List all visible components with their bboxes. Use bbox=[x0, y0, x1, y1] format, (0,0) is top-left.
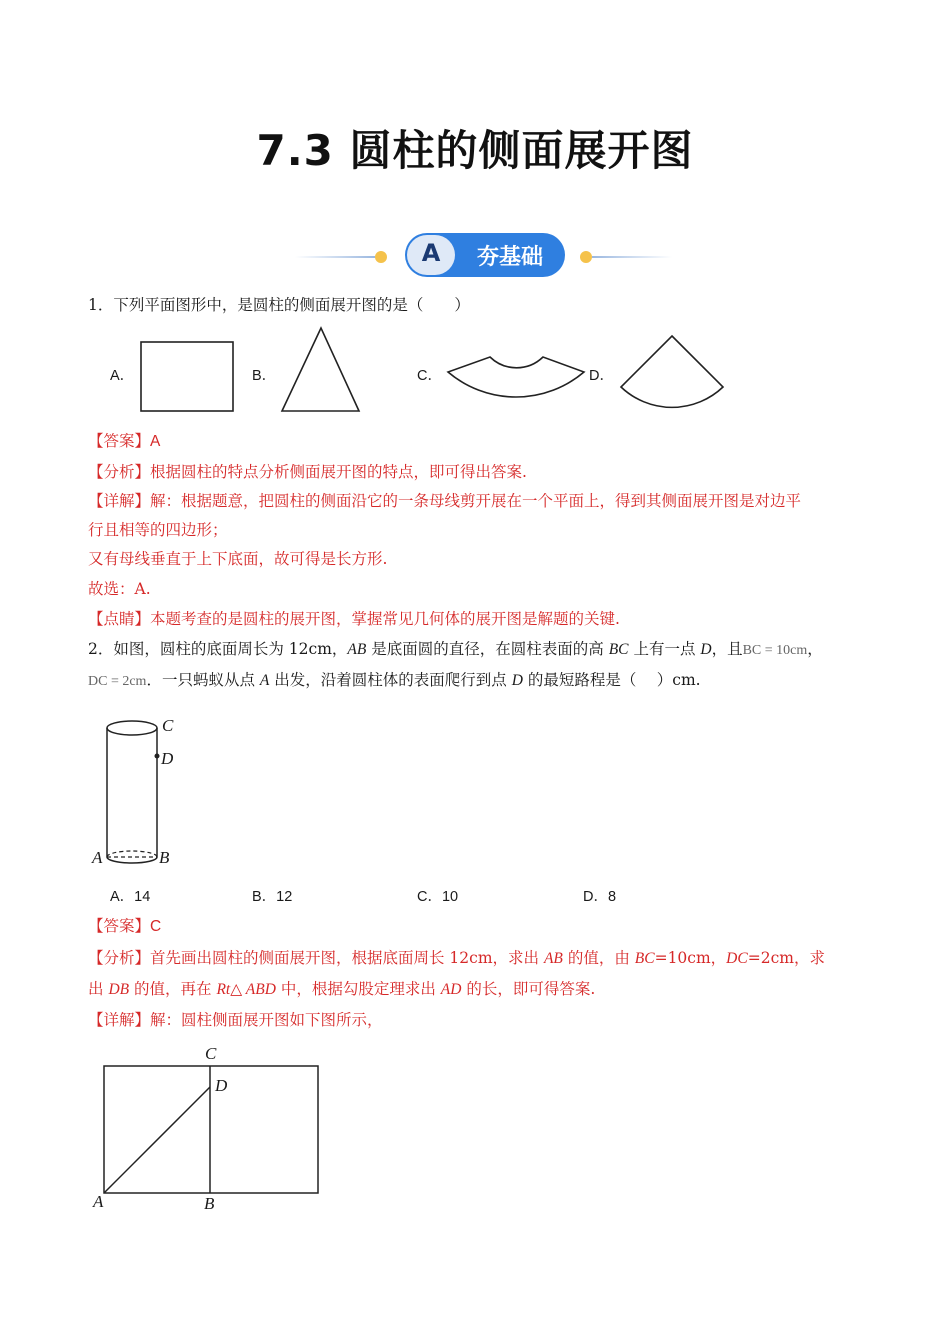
q1-option-b[interactable]: B． bbox=[252, 368, 277, 384]
q2-answer: 【答案】C bbox=[88, 918, 162, 935]
q2-analysis-text: 【分析】首先画出圆柱的侧面展开图，根据底面周长 12cm，求出 bbox=[88, 949, 544, 967]
q2-analysis-text: 出 bbox=[88, 980, 109, 998]
q2-analysis-text: 的长，即可得答案. bbox=[461, 980, 596, 998]
cylinder-label-c: C bbox=[162, 716, 174, 735]
q2-net-figure bbox=[100, 1060, 325, 1200]
q2-stem-text: ，且 bbox=[711, 640, 743, 658]
q2-analysis-dc: DC bbox=[726, 950, 748, 967]
q2-ab: AB bbox=[347, 641, 367, 658]
q2-analysis-text: =2cm，求 bbox=[747, 949, 825, 967]
cylinder-label-d: D bbox=[161, 749, 174, 768]
q2-stem-text: ， bbox=[807, 640, 823, 658]
q2-option-a[interactable]: A．14 bbox=[110, 889, 151, 905]
q2-analysis-text: 的值，再在 bbox=[129, 980, 217, 998]
net-label-a: A bbox=[93, 1192, 104, 1211]
q1-analysis: 【分析】根据圆柱的特点分析侧面展开图的特点，即可得出答案. bbox=[88, 463, 527, 481]
q2-analysis-rt-triangle: Rt△ ABD bbox=[216, 981, 276, 998]
q2-stem-text: ．一只蚂蚁从点 bbox=[146, 671, 260, 689]
q2-analysis-ab: AB bbox=[543, 950, 563, 967]
q1-figure-rectangle bbox=[138, 338, 238, 416]
q2-stem-text: 2．如图，圆柱的底面周长为 12cm， bbox=[88, 640, 348, 658]
q2-option-d[interactable]: D．8 bbox=[583, 889, 617, 905]
q2-point-a: A bbox=[259, 672, 270, 689]
page-title: 7.3 圆柱的侧面展开图 bbox=[256, 126, 694, 175]
q2-stem-line-1 bbox=[88, 638, 823, 662]
q1-detail-line-1: 【详解】解：根据题意，把圆柱的侧面沿它的一条母线剪开展在一个平面上，得到其侧面展开图是对边平 bbox=[88, 492, 802, 510]
q2-dc-equation: DC = 2cm bbox=[88, 674, 147, 689]
net-label-b: B bbox=[204, 1194, 215, 1213]
q2-analysis-bc: BC bbox=[634, 950, 655, 967]
q2-option-c[interactable]: C．10 bbox=[417, 889, 459, 905]
q2-analysis-text: =10cm， bbox=[654, 949, 727, 967]
q1-option-c[interactable]: C． bbox=[417, 368, 442, 384]
section-letter: A bbox=[421, 239, 441, 267]
q2-analysis-text: 中，根据勾股定理求出 bbox=[275, 980, 441, 998]
q2-analysis-line-2 bbox=[88, 978, 595, 1001]
q1-answer: 【答案】A bbox=[88, 433, 161, 450]
q2-bc: BC bbox=[608, 641, 629, 658]
q1-figure-annular-sector bbox=[444, 350, 590, 416]
q2-analysis-db: DB bbox=[108, 981, 130, 998]
q2-stem-text: 是底面圆的直径，在圆柱表面的高 bbox=[366, 640, 609, 658]
q2-detail: 【详解】解：圆柱侧面展开图如下图所示， bbox=[88, 1011, 383, 1029]
q2-analysis-line-1 bbox=[88, 947, 825, 970]
q1-detail-line-3: 又有母线垂直于上下底面，故可得是长方形. bbox=[88, 550, 388, 568]
q2-point-d: D bbox=[700, 641, 712, 658]
section-badge bbox=[295, 230, 675, 278]
q1-detail-line-2: 行且相等的四边形； bbox=[88, 521, 228, 539]
q2-bc-equation: BC = 10cm bbox=[742, 643, 808, 658]
q1-option-a[interactable]: A． bbox=[110, 368, 135, 384]
cylinder-label-a: A bbox=[92, 848, 103, 867]
q2-analysis-text: 的值，由 bbox=[562, 949, 635, 967]
q1-figure-sector bbox=[617, 332, 729, 414]
q1-choice: 故选：A. bbox=[88, 580, 151, 598]
q2-stem-text: 出发，沿着圆柱体的表面爬行到点 bbox=[269, 671, 512, 689]
section-label: 夯基础 bbox=[476, 245, 543, 270]
q2-option-b[interactable]: B．12 bbox=[252, 889, 293, 905]
net-label-d: D bbox=[215, 1076, 228, 1095]
q2-point-d: D bbox=[511, 672, 523, 689]
net-label-c: C bbox=[205, 1044, 217, 1063]
q2-cylinder-figure bbox=[88, 712, 198, 872]
q1-figure-triangle bbox=[278, 325, 364, 417]
q1-comment: 【点睛】本题考查的是圆柱的展开图，掌握常见几何体的展开图是解题的关键. bbox=[88, 610, 620, 628]
cylinder-label-b: B bbox=[159, 848, 170, 867]
q2-stem-text: 上有一点 bbox=[628, 640, 701, 658]
q2-stem-text: 的最短路程是（ ）cm. bbox=[522, 671, 701, 689]
q2-analysis-ad: AD bbox=[440, 981, 462, 998]
q2-stem-line-2 bbox=[88, 669, 701, 693]
q1-option-d[interactable]: D． bbox=[589, 368, 614, 384]
q1-stem: 1．下列平面图形中，是圆柱的侧面展开图的是（ ） bbox=[88, 296, 470, 314]
